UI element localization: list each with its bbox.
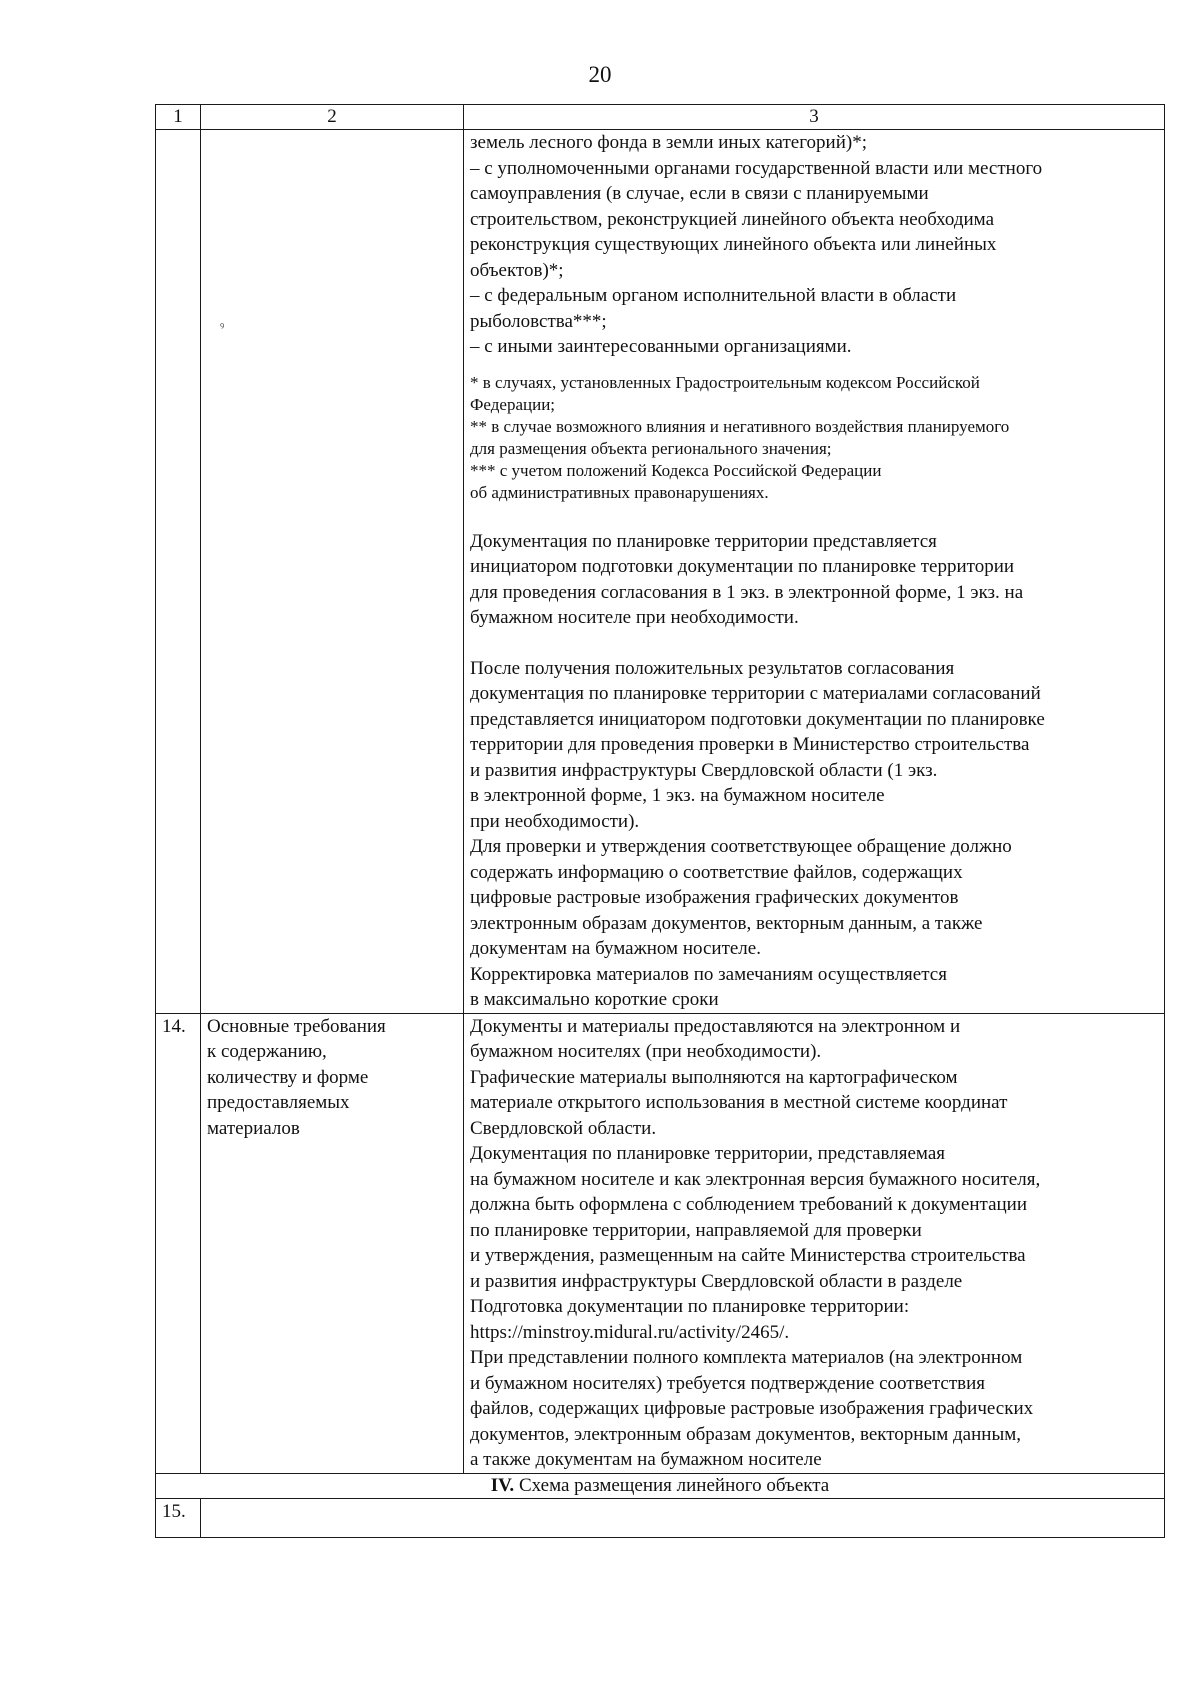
section-title: Схема размещения линейного объекта — [514, 1474, 830, 1496]
row-14-content-line: При представлении полного комплекта материалов (на электронном — [470, 1347, 1023, 1368]
paragraph-line: и развития инфраструктуры Свердловской области (1 экз. — [470, 759, 938, 781]
row-14-title-line: к содержанию, — [207, 1041, 327, 1062]
list-line: объектов)*; — [470, 259, 564, 281]
paragraph-submission — [470, 529, 1158, 631]
section-heading-row — [156, 1473, 1165, 1498]
row-14-number: 14. — [156, 1013, 201, 1473]
row-14-content-cell — [464, 1013, 1165, 1473]
row-15-number: 15. — [156, 1498, 201, 1537]
footnote-line: *** с учетом положений Кодекса Российской Федерации — [470, 460, 882, 480]
paragraph-verification — [470, 656, 1158, 1013]
footnote-line: * в случаях, установленных Градостроительным кодексом Российской — [470, 372, 980, 392]
row-14-title-cell — [201, 1013, 464, 1473]
list-line: – с уполномоченными органами государственной власти или местного — [470, 157, 1043, 179]
approval-list — [470, 130, 1158, 360]
row-14-content-line: и бумажном носителях) требуется подтверждение соответствия — [470, 1372, 986, 1394]
footnote-line: ** в случае возможного влияния и негативного воздействия планируемого — [470, 416, 1010, 436]
paragraph-line: при необходимости). — [470, 810, 640, 832]
continuation-title-cell — [201, 130, 464, 1014]
row-14-content-line: и утверждения, размещенным на сайте Министерства строительства — [470, 1245, 1026, 1266]
header-col-3: 3 — [464, 105, 1165, 130]
list-line: реконструкция существующих линейного объекта или линейных — [470, 234, 997, 255]
footnote-line: об административных правонарушениях. — [470, 482, 769, 502]
row-14-content-line: файлов, содержащих цифровые растровые изображения графических — [470, 1398, 1034, 1419]
paragraph-line: После получения положительных результатов согласования — [470, 657, 955, 679]
page-number: 20 — [588, 62, 612, 87]
row-14-content-line: материале открытого использования в местной системе координат — [470, 1092, 1008, 1113]
row-14-title-line: количеству и форме — [207, 1066, 369, 1088]
requirements-table — [155, 104, 1165, 1538]
row-15-content-cell — [201, 1498, 1165, 1537]
paragraph-line: цифровые растровые изображения графических документов — [470, 887, 959, 908]
table-row-15 — [156, 1498, 1165, 1537]
list-line: рыболовства***; — [470, 310, 607, 332]
list-line: строительством, реконструкцией линейного объекта необходима — [470, 208, 995, 230]
paragraph-line: документам на бумажном носителе. — [470, 938, 761, 959]
row-14-content-line: Подготовка документации по планировке территории: — [470, 1296, 910, 1317]
paragraph-line: территории для проведения проверки в Министерство строительства — [470, 734, 1030, 755]
table-row-14 — [156, 1013, 1165, 1473]
header-col-2: 2 — [201, 105, 464, 130]
paragraph-line: Для проверки и утверждения соответствующее обращение должно — [470, 836, 1012, 857]
table-row-continuation — [156, 130, 1165, 1014]
row-14-content-line: Документы и материалы предоставляются на электронном и — [470, 1015, 961, 1037]
row-14-title-line: предоставляемых — [207, 1092, 350, 1113]
ministry-url-link[interactable]: https://minstroy.midural.ru/activity/2465/. — [470, 1321, 790, 1343]
paragraph-line: представляется инициатором подготовки документации по планировке — [470, 708, 1045, 730]
row-14-content-line: бумажном носителях (при необходимости). — [470, 1041, 822, 1062]
header-col-1: 1 — [156, 105, 201, 130]
paragraph-line: электронным образам документов, векторным данным, а также — [470, 912, 983, 934]
footnote-line: для размещения объекта регионального значения; — [470, 438, 832, 458]
section-heading — [156, 1473, 1165, 1498]
row-14-content-line: должна быть оформлена с соблюдением требований к документации — [470, 1194, 1028, 1215]
row-14-content-line: на бумажном носителе и как электронная версия бумажного носителя, — [470, 1168, 1041, 1190]
paragraph-line: бумажном носителе при необходимости. — [470, 607, 799, 628]
paragraph-line: Корректировка материалов по замечаниям осуществляется — [470, 963, 947, 985]
row-14-content-line: документов, электронным образам документов, векторным данным, — [470, 1423, 1021, 1445]
stray-mark: ꝰ — [220, 321, 225, 333]
continuation-content-cell — [464, 130, 1165, 1014]
list-line: – с федеральным органом исполнительной власти в области — [470, 285, 957, 306]
continuation-number-cell — [156, 130, 201, 1014]
row-14-content-line: Свердловской области. — [470, 1117, 657, 1139]
list-line: – с иными заинтересованными организациями. — [470, 336, 852, 357]
list-line: самоуправления (в случае, если в связи с планируемыми — [470, 183, 929, 204]
list-line: земель лесного фонда в земли иных категорий)*; — [470, 132, 867, 153]
footnotes — [470, 372, 1158, 504]
paragraph-line: в электронной форме, 1 экз. на бумажном носителе — [470, 785, 885, 806]
paragraph-line: содержать информацию о соответствие файлов, содержащих — [470, 861, 963, 883]
row-14-title-line: Основные требования — [207, 1015, 386, 1037]
row-14-content-line: Графические материалы выполняются на картографическом — [470, 1066, 958, 1088]
footnote-line: Федерации; — [470, 394, 556, 414]
row-14-content-line: а также документам на бумажном носителе — [470, 1449, 822, 1470]
row-14-content-line: и развития инфраструктуры Свердловской области в разделе — [470, 1270, 963, 1292]
paragraph-line: в максимально короткие сроки — [470, 989, 719, 1010]
section-roman-numeral: IV. — [490, 1474, 515, 1496]
row-14-content-line: по планировке территории, направляемой для проверки — [470, 1219, 922, 1241]
paragraph-line: для проведения согласования в 1 экз. в электронной форме, 1 экз. на — [470, 581, 1024, 603]
paragraph-line: Документация по планировке территории представляется — [470, 530, 937, 552]
row-14-title-line: материалов — [207, 1117, 300, 1139]
row-14-content-line: Документация по планировке территории, представляемая — [470, 1143, 945, 1164]
paragraph-line: документация по планировке территории с материалами согласований — [470, 683, 1041, 704]
table-header-row — [156, 105, 1165, 130]
paragraph-line: инициатором подготовки документации по планировке территории — [470, 556, 1015, 577]
